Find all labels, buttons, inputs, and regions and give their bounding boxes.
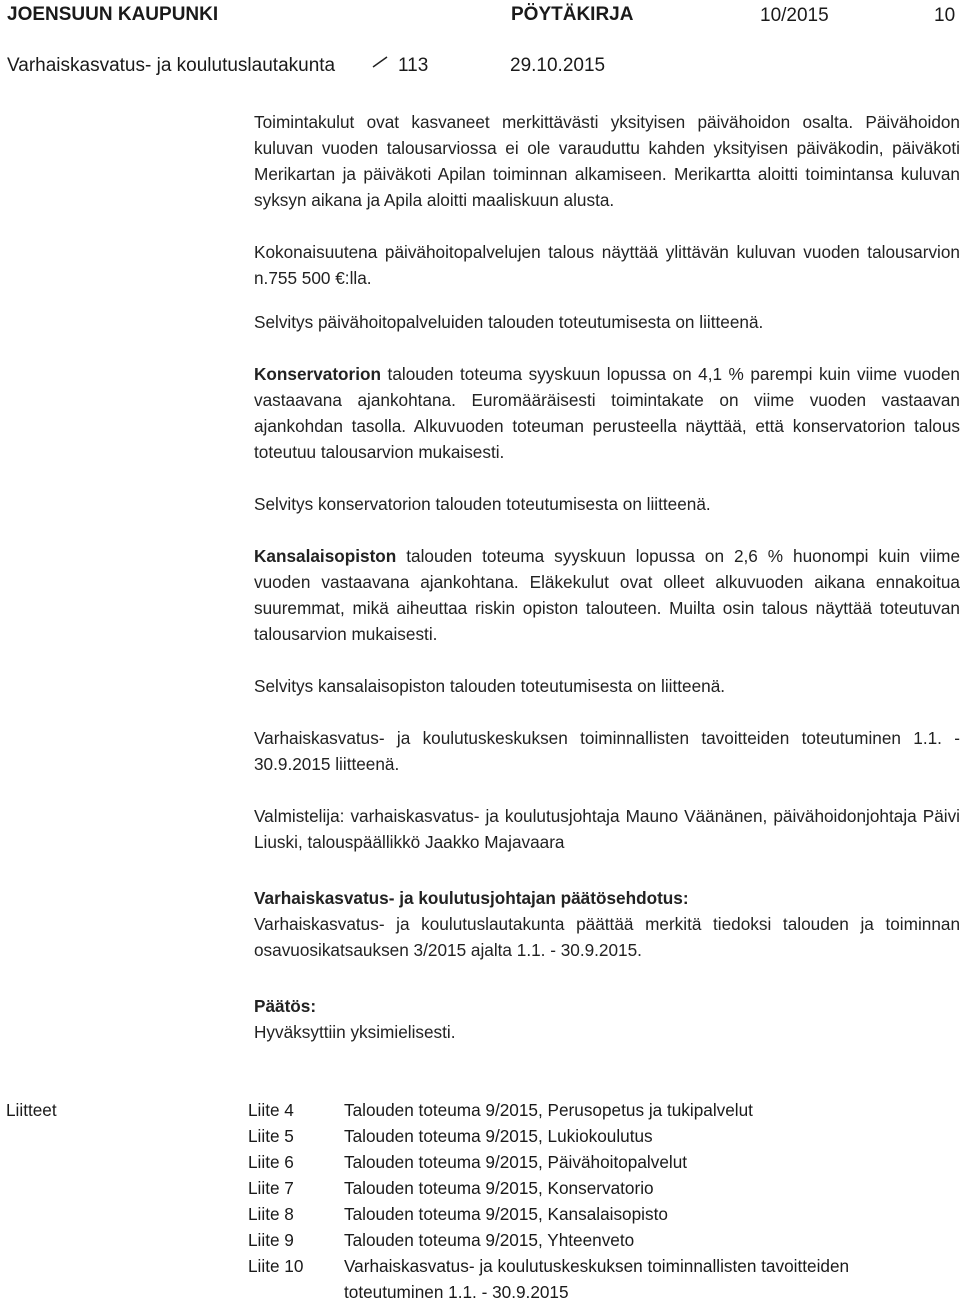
attachment-title: Talouden toteuma 9/2015, Päivähoitopalvelut: [344, 1152, 688, 1172]
paragraph-adult-education-report: Selvitys kansalaisopiston talouden toteutumisesta on liitteenä.: [254, 676, 726, 696]
adult-education-label: Kansalaisopiston: [254, 546, 397, 566]
attachment-title: Varhaiskasvatus- ja koulutuskeskuksen toiminnallisten tavoitteiden toteutuminen 1.1. - 30.9.2015: [344, 1256, 850, 1302]
board-name: Varhaiskasvatus- ja koulutuslautakunta: [7, 55, 336, 76]
attachment-row: [248, 1201, 948, 1227]
meeting-date: 29.10.2015: [510, 55, 606, 76]
paragraph-conservatory-report: Selvitys konservatorion talouden toteutumisesta on liitteenä.: [254, 494, 711, 514]
proposal-heading: Varhaiskasvatus- ja koulutusjohtajan päätösehdotus:: [254, 888, 689, 908]
attachment-row: [248, 1149, 948, 1175]
conservatory-text: talouden toteuma syyskuun lopussa on 4,1 % parempi kuin viime vuoden vastaavana ajankohtana. Euromääräisesti toimintakate on viime vuoden vastaavan ajankohdan tasolla. Alkuvuoden toteuman perusteella näyttää, että konservatorion talous toteutuu talousarvion mukaisesti.: [254, 364, 960, 462]
attachment-title: Talouden toteuma 9/2015, Perusopetus ja tukipalvelut: [344, 1100, 753, 1120]
paragraph-goals-report: Varhaiskasvatus- ja koulutuskeskuksen toiminnallisten tavoitteiden toteutuminen 1.1. - 30.9.2015 liitteenä.: [254, 728, 960, 774]
paragraph-daycare-report: Selvitys päivähoitopalveluiden talouden toteutumisesta on liitteenä.: [254, 312, 764, 332]
paragraph-daycare-total: Kokonaisuutena päivähoitopalvelujen talous näyttää ylittävän kuluvan vuoden talousarvion n.755 500 €:lla.: [254, 242, 960, 288]
attachment-row: [248, 1123, 948, 1149]
attachment-id: Liite 6: [248, 1152, 294, 1172]
paragraph-adult-education: [254, 543, 960, 647]
attachment-id: Liite 4: [248, 1100, 294, 1120]
attachment-id: Liite 5: [248, 1126, 294, 1146]
attachment-title: Talouden toteuma 9/2015, Kansalaisopisto: [344, 1204, 668, 1224]
attachment-id: Liite 10: [248, 1256, 304, 1276]
attachment-id: Liite 8: [248, 1204, 294, 1224]
attachment-row: [248, 1227, 948, 1253]
attachments-list: [248, 1097, 948, 1305]
paragraph-preparer: Valmistelija: varhaiskasvatus- ja koulutusjohtaja Mauno Väänänen, päivähoidonjohtaja Päivi Liuski, talouspäällikkö Jaakko Majavaara: [254, 806, 960, 852]
document-type: PÖYTÄKIRJA: [511, 4, 634, 25]
attachment-id: Liite 9: [248, 1230, 294, 1250]
section-number: 113: [398, 55, 429, 76]
document-body: [254, 109, 960, 1045]
section-mark: [371, 56, 389, 68]
decision-heading: Päätös:: [254, 996, 317, 1016]
proposal-text: Varhaiskasvatus- ja koulutuslautakunta päättää merkitä tiedoksi talouden ja toiminnan osavuosikatsauksen 3/2015 ajalta 1.1. - 30.9.2015.: [254, 914, 960, 960]
attachment-title: Talouden toteuma 9/2015, Yhteenveto: [344, 1230, 635, 1250]
attachment-id: Liite 7: [248, 1178, 294, 1198]
conservatory-label: Konservatorion: [254, 364, 382, 384]
adult-education-text: talouden toteuma syyskuun lopussa on 2,6 % huonompi kuin viime vuoden vastaavana ajankohtana. Eläkekulut ovat olleet alkuvuoden aikana ennakoitua suuremmat, mikä aiheuttaa riskin opiston talouteen. Muilta osin talous näyttää toteutuvan talousarvion mukaisesti.: [254, 546, 960, 644]
city-name: JOENSUUN KAUPUNKI: [7, 4, 219, 25]
attachment-title: Talouden toteuma 9/2015, Lukiokoulutus: [344, 1126, 653, 1146]
decision-text: Hyväksyttiin yksimielisesti.: [254, 1022, 456, 1042]
document-number: 10/2015: [760, 5, 829, 26]
attachment-title: Talouden toteuma 9/2015, Konservatorio: [344, 1178, 654, 1198]
attachment-row: [248, 1097, 948, 1123]
paragraph-operating-costs: Toimintakulut ovat kasvaneet merkittävästi yksityisen päivähoidon osalta. Päivähoidon kuluvan vuoden talousarviossa ei ole varauduttu kahden yksityisen päiväkodin, päiväkoti Merikartan ja päiväkoti Apilan toiminnan alkamiseen. Merikartta aloitti toimintansa kuluvan syksyn aikana ja Apila aloitti maaliskuun alusta.: [254, 112, 960, 210]
attachment-row: [248, 1253, 948, 1305]
attachment-row: [248, 1175, 948, 1201]
paragraph-conservatory: [254, 361, 960, 465]
attachments-label: Liitteet: [6, 1100, 57, 1120]
page-number: 10: [934, 5, 956, 26]
